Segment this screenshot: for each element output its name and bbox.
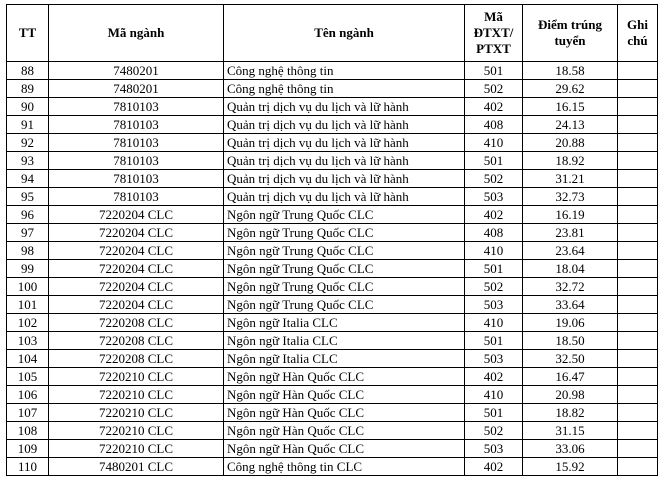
cell-tt: 105 xyxy=(7,368,49,386)
table-row xyxy=(7,260,658,278)
cell-diem: 24.13 xyxy=(523,116,618,134)
cell-ma-nganh: 7220208 CLC xyxy=(49,350,224,368)
table-body xyxy=(7,62,658,476)
cell-tt: 103 xyxy=(7,332,49,350)
cell-ten-nganh: Quản trị dịch vụ du lịch và lữ hành xyxy=(224,98,465,116)
admission-scores-table xyxy=(6,4,658,476)
cell-ghi-chu xyxy=(618,134,658,152)
cell-ghi-chu xyxy=(618,368,658,386)
table-row xyxy=(7,80,658,98)
cell-tt: 92 xyxy=(7,134,49,152)
cell-ten-nganh: Quản trị dịch vụ du lịch và lữ hành xyxy=(224,152,465,170)
cell-ma-dtxt: 402 xyxy=(465,368,523,386)
table-row xyxy=(7,440,658,458)
cell-ma-nganh: 7220208 CLC xyxy=(49,332,224,350)
cell-ten-nganh: Ngôn ngữ Italia CLC xyxy=(224,332,465,350)
cell-ma-dtxt: 501 xyxy=(465,260,523,278)
cell-diem: 20.98 xyxy=(523,386,618,404)
cell-ma-nganh: 7220204 CLC xyxy=(49,260,224,278)
table-row xyxy=(7,314,658,332)
cell-ma-nganh: 7810103 xyxy=(49,98,224,116)
cell-ten-nganh: Ngôn ngữ Trung Quốc CLC xyxy=(224,242,465,260)
cell-ma-nganh: 7220210 CLC xyxy=(49,386,224,404)
cell-ma-nganh: 7480201 xyxy=(49,62,224,80)
cell-ghi-chu xyxy=(618,332,658,350)
cell-ma-dtxt: 503 xyxy=(465,440,523,458)
cell-ma-dtxt: 502 xyxy=(465,80,523,98)
table-row xyxy=(7,116,658,134)
cell-ghi-chu xyxy=(618,458,658,476)
cell-ma-dtxt: 408 xyxy=(465,116,523,134)
table-row xyxy=(7,242,658,260)
header-diem: Điểm trúng tuyển xyxy=(523,5,618,62)
header-ma-dtxt: Mã ĐTXT/ PTXT xyxy=(465,5,523,62)
cell-ma-dtxt: 410 xyxy=(465,134,523,152)
cell-ma-nganh: 7480201 xyxy=(49,80,224,98)
cell-ten-nganh: Ngôn ngữ Italia CLC xyxy=(224,350,465,368)
cell-ten-nganh: Ngôn ngữ Hàn Quốc CLC xyxy=(224,440,465,458)
cell-diem: 20.88 xyxy=(523,134,618,152)
cell-ghi-chu xyxy=(618,350,658,368)
cell-tt: 104 xyxy=(7,350,49,368)
cell-ma-nganh: 7810103 xyxy=(49,170,224,188)
cell-ghi-chu xyxy=(618,98,658,116)
cell-ten-nganh: Ngôn ngữ Italia CLC xyxy=(224,314,465,332)
cell-tt: 91 xyxy=(7,116,49,134)
cell-ma-nganh: 7220204 CLC xyxy=(49,206,224,224)
cell-ma-nganh: 7220210 CLC xyxy=(49,440,224,458)
table-row xyxy=(7,404,658,422)
cell-diem: 18.92 xyxy=(523,152,618,170)
cell-ma-dtxt: 501 xyxy=(465,332,523,350)
cell-ghi-chu xyxy=(618,170,658,188)
cell-diem: 23.81 xyxy=(523,224,618,242)
cell-ghi-chu xyxy=(618,404,658,422)
cell-tt: 110 xyxy=(7,458,49,476)
cell-ghi-chu xyxy=(618,224,658,242)
cell-tt: 90 xyxy=(7,98,49,116)
table-row xyxy=(7,296,658,314)
cell-ma-nganh: 7810103 xyxy=(49,188,224,206)
cell-diem: 18.82 xyxy=(523,404,618,422)
cell-ma-nganh: 7220210 CLC xyxy=(49,422,224,440)
cell-diem: 23.64 xyxy=(523,242,618,260)
table-row xyxy=(7,386,658,404)
cell-diem: 16.47 xyxy=(523,368,618,386)
cell-ten-nganh: Công nghệ thông tin xyxy=(224,80,465,98)
cell-ma-nganh: 7810103 xyxy=(49,116,224,134)
cell-ma-dtxt: 410 xyxy=(465,314,523,332)
cell-ghi-chu xyxy=(618,188,658,206)
table-row xyxy=(7,458,658,476)
cell-ten-nganh: Ngôn ngữ Trung Quốc CLC xyxy=(224,224,465,242)
cell-ma-nganh: 7220204 CLC xyxy=(49,278,224,296)
cell-diem: 31.15 xyxy=(523,422,618,440)
cell-ghi-chu xyxy=(618,80,658,98)
cell-tt: 96 xyxy=(7,206,49,224)
cell-ten-nganh: Ngôn ngữ Trung Quốc CLC xyxy=(224,296,465,314)
table-row xyxy=(7,224,658,242)
cell-ghi-chu xyxy=(618,386,658,404)
cell-ten-nganh: Quản trị dịch vụ du lịch và lữ hành xyxy=(224,116,465,134)
cell-ghi-chu xyxy=(618,314,658,332)
cell-tt: 89 xyxy=(7,80,49,98)
cell-ma-dtxt: 402 xyxy=(465,98,523,116)
table-row xyxy=(7,188,658,206)
cell-ghi-chu xyxy=(618,422,658,440)
table-row xyxy=(7,62,658,80)
header-ma-nganh: Mã ngành xyxy=(49,5,224,62)
cell-ma-dtxt: 502 xyxy=(465,422,523,440)
cell-ma-nganh: 7220208 CLC xyxy=(49,314,224,332)
cell-tt: 108 xyxy=(7,422,49,440)
cell-diem: 18.04 xyxy=(523,260,618,278)
cell-diem: 15.92 xyxy=(523,458,618,476)
cell-ghi-chu xyxy=(618,152,658,170)
cell-diem: 32.73 xyxy=(523,188,618,206)
cell-ten-nganh: Ngôn ngữ Hàn Quốc CLC xyxy=(224,386,465,404)
cell-ma-nganh: 7480201 CLC xyxy=(49,458,224,476)
cell-tt: 109 xyxy=(7,440,49,458)
cell-ma-dtxt: 408 xyxy=(465,224,523,242)
cell-ten-nganh: Ngôn ngữ Trung Quốc CLC xyxy=(224,278,465,296)
header-ghi-chu: Ghi chú xyxy=(618,5,658,62)
cell-diem: 16.15 xyxy=(523,98,618,116)
cell-tt: 99 xyxy=(7,260,49,278)
table-row xyxy=(7,278,658,296)
cell-ma-dtxt: 410 xyxy=(465,386,523,404)
cell-ma-nganh: 7810103 xyxy=(49,152,224,170)
cell-ten-nganh: Ngôn ngữ Hàn Quốc CLC xyxy=(224,368,465,386)
table-row xyxy=(7,134,658,152)
cell-tt: 106 xyxy=(7,386,49,404)
cell-ghi-chu xyxy=(618,260,658,278)
table-row xyxy=(7,98,658,116)
table-row xyxy=(7,152,658,170)
header-ten-nganh: Tên ngành xyxy=(224,5,465,62)
cell-tt: 102 xyxy=(7,314,49,332)
cell-diem: 31.21 xyxy=(523,170,618,188)
cell-ten-nganh: Quản trị dịch vụ du lịch và lữ hành xyxy=(224,134,465,152)
cell-ma-nganh: 7220204 CLC xyxy=(49,296,224,314)
cell-ma-dtxt: 502 xyxy=(465,278,523,296)
cell-ma-dtxt: 402 xyxy=(465,206,523,224)
table-row xyxy=(7,170,658,188)
header-row xyxy=(7,5,658,62)
cell-ten-nganh: Quản trị dịch vụ du lịch và lữ hành xyxy=(224,170,465,188)
cell-diem: 33.64 xyxy=(523,296,618,314)
cell-tt: 100 xyxy=(7,278,49,296)
cell-tt: 101 xyxy=(7,296,49,314)
cell-tt: 107 xyxy=(7,404,49,422)
cell-ma-dtxt: 503 xyxy=(465,188,523,206)
cell-ma-nganh: 7220210 CLC xyxy=(49,368,224,386)
cell-ma-dtxt: 501 xyxy=(465,152,523,170)
cell-ma-dtxt: 502 xyxy=(465,170,523,188)
cell-ma-nganh: 7220204 CLC xyxy=(49,242,224,260)
cell-diem: 32.72 xyxy=(523,278,618,296)
cell-ma-dtxt: 501 xyxy=(465,404,523,422)
cell-tt: 94 xyxy=(7,170,49,188)
cell-ma-nganh: 7220210 CLC xyxy=(49,404,224,422)
cell-tt: 95 xyxy=(7,188,49,206)
cell-ghi-chu xyxy=(618,206,658,224)
cell-ma-dtxt: 503 xyxy=(465,296,523,314)
table-row xyxy=(7,368,658,386)
cell-diem: 33.06 xyxy=(523,440,618,458)
cell-tt: 98 xyxy=(7,242,49,260)
cell-diem: 19.06 xyxy=(523,314,618,332)
cell-diem: 16.19 xyxy=(523,206,618,224)
cell-ten-nganh: Ngôn ngữ Hàn Quốc CLC xyxy=(224,404,465,422)
cell-ghi-chu xyxy=(618,242,658,260)
cell-ghi-chu xyxy=(618,296,658,314)
cell-ten-nganh: Quản trị dịch vụ du lịch và lữ hành xyxy=(224,188,465,206)
header-tt: TT xyxy=(7,5,49,62)
cell-ten-nganh: Công nghệ thông tin xyxy=(224,62,465,80)
cell-ghi-chu xyxy=(618,278,658,296)
cell-diem: 18.58 xyxy=(523,62,618,80)
cell-tt: 93 xyxy=(7,152,49,170)
cell-diem: 18.50 xyxy=(523,332,618,350)
cell-ma-dtxt: 402 xyxy=(465,458,523,476)
cell-ma-nganh: 7220204 CLC xyxy=(49,224,224,242)
cell-ghi-chu xyxy=(618,116,658,134)
table-row xyxy=(7,422,658,440)
cell-ma-dtxt: 503 xyxy=(465,350,523,368)
cell-ma-dtxt: 410 xyxy=(465,242,523,260)
cell-ten-nganh: Ngôn ngữ Hàn Quốc CLC xyxy=(224,422,465,440)
cell-diem: 32.50 xyxy=(523,350,618,368)
cell-tt: 97 xyxy=(7,224,49,242)
cell-ten-nganh: Ngôn ngữ Trung Quốc CLC xyxy=(224,206,465,224)
cell-ma-dtxt: 501 xyxy=(465,62,523,80)
table-row xyxy=(7,332,658,350)
cell-diem: 29.62 xyxy=(523,80,618,98)
cell-ma-nganh: 7810103 xyxy=(49,134,224,152)
cell-tt: 88 xyxy=(7,62,49,80)
cell-ghi-chu xyxy=(618,62,658,80)
cell-ghi-chu xyxy=(618,440,658,458)
table-row xyxy=(7,350,658,368)
cell-ten-nganh: Công nghệ thông tin CLC xyxy=(224,458,465,476)
cell-ten-nganh: Ngôn ngữ Trung Quốc CLC xyxy=(224,260,465,278)
table-row xyxy=(7,206,658,224)
